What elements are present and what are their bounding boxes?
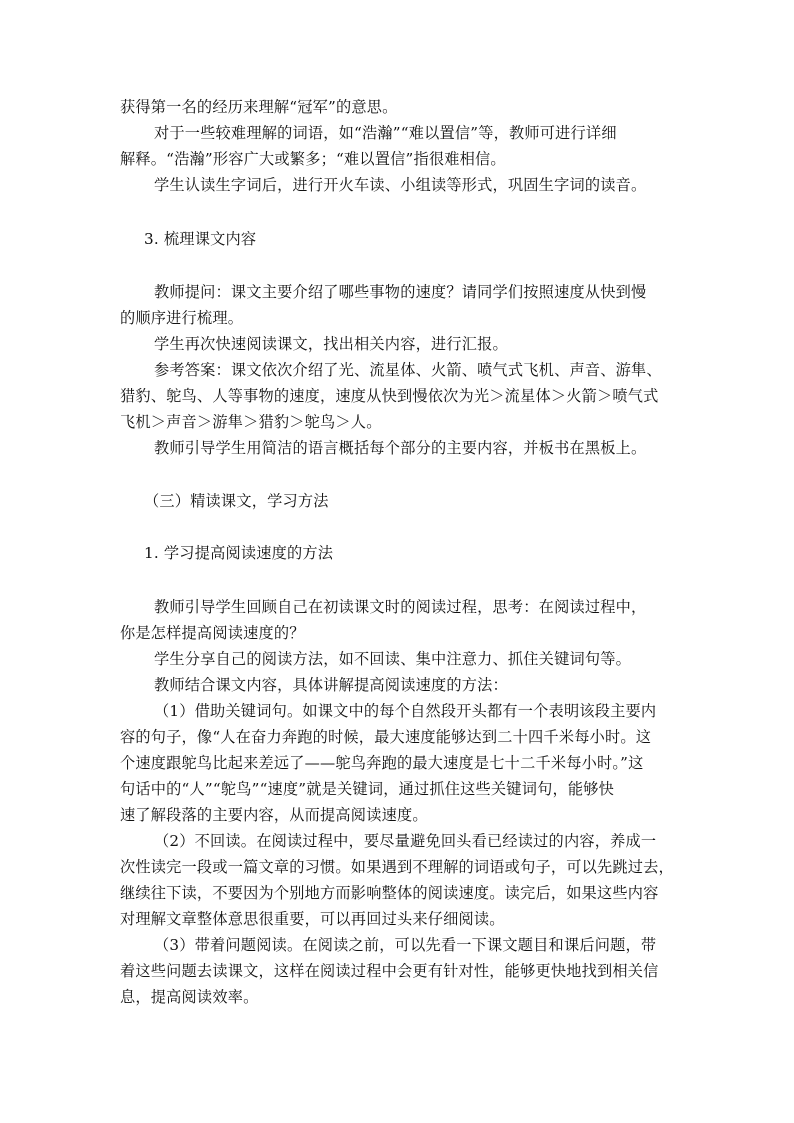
- text-line: 教师提问：课文主要介绍了哪些事物的速度？请同学们按照速度从快到慢: [154, 283, 647, 301]
- text-line: 你是怎样提高阅读速度的？: [120, 624, 305, 642]
- section-heading: （三）精读课文，学习方法: [144, 492, 329, 510]
- text-line: 学生认读生字词后，进行开火车读、小组读等形式，巩固生字词的读音。: [154, 176, 647, 194]
- text-line: 教师引导学生回顾自己在初读课文时的阅读过程，思考：在阅读过程中，: [154, 598, 647, 616]
- text-line: 对理解文章整体意思很重要，可以再回过头来仔细阅读。: [120, 910, 505, 928]
- text-line: （3）带着问题阅读。在阅读之前，可以先看一下课文题目和课后问题，带: [154, 936, 657, 954]
- text-line: 的顺序进行梳理。: [120, 309, 244, 327]
- text-line: 教师引导学生用简洁的语言概括每个部分的主要内容，并板书在黑板上。: [154, 439, 647, 457]
- text-line: 飞机＞声音＞游隼＞猎豹＞鸵鸟＞人。: [120, 413, 382, 431]
- section-heading: 3. 梳理课文内容: [144, 230, 257, 248]
- text-line: （2）不回读。在阅读过程中，要尽量避免回头看已经读过的内容，养成一: [154, 832, 657, 850]
- text-line: 获得第一名的经历来理解“冠军”的意思。: [120, 98, 398, 116]
- text-line: 参考答案：课文依次介绍了光、流星体、火箭、喷气式飞机、声音、游隼、: [154, 361, 662, 379]
- text-line: 猎豹、鸵鸟、人等事物的速度，速度从快到慢依次为光＞流星体＞火箭＞喷气式: [120, 387, 659, 405]
- text-line: 解释。“浩瀚”形容广大或繁多；“难以置信”指很难相信。: [120, 150, 506, 168]
- text-line: 对于一些较难理解的词语，如“浩瀚”“难以置信”等，教师可进行详细: [154, 124, 617, 142]
- text-line: 速了解段落的主要内容，从而提高阅读速度。: [120, 806, 428, 824]
- text-line: 容的句子，像“人在奋力奔跑的时候，最大速度能够达到二十四千米每小时。这: [120, 728, 652, 746]
- text-line: 学生分享自己的阅读方法，如不回读、集中注意力、抓住关键词句等。: [154, 650, 632, 668]
- text-line: 学生再次快速阅读课文，找出相关内容，进行汇报。: [154, 335, 508, 353]
- text-line: 教师结合课文内容，具体讲解提高阅读速度的方法：: [154, 676, 508, 694]
- text-line: 句话中的“人”“鸵鸟”“速度”就是关键词，通过抓住这些关键词句，能够快: [120, 780, 615, 798]
- text-line: 着这些问题去读课文，这样在阅读过程中会更有针对性，能够更快地找到相关信: [120, 962, 659, 980]
- text-line: 继续往下读，不要因为个别地方而影响整体的阅读速度。读完后，如果这些内容: [120, 884, 659, 902]
- section-heading: 1. 学习提高阅读速度的方法: [144, 544, 334, 562]
- text-line: 次性读完一段或一篇文章的习惯。如果遇到不理解的词语或句子，可以先跳过去，: [120, 858, 674, 876]
- text-line: 息，提高阅读效率。: [120, 988, 259, 1006]
- text-line: 个速度跟鸵鸟比起来差远了——鸵鸟奔跑的最大速度是七十二千米每小时。”这: [120, 754, 644, 772]
- text-line: （1）借助关键词句。如课文中的每个自然段开头都有一个表明该段主要内: [154, 702, 657, 720]
